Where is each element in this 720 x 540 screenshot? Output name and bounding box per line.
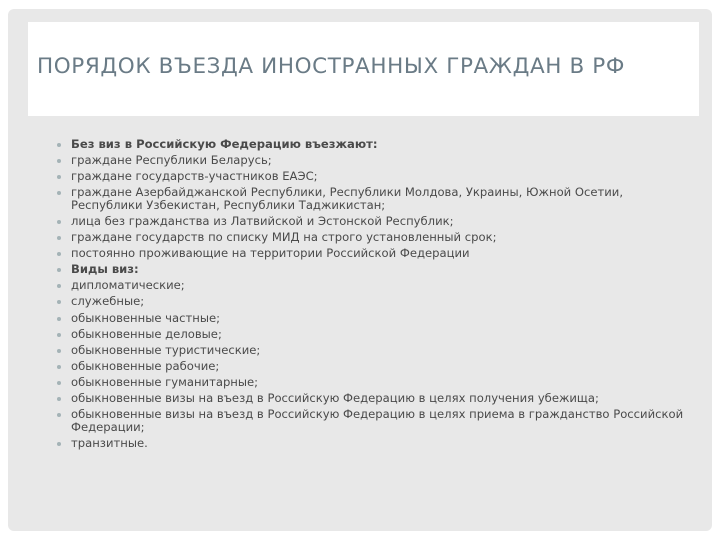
bullet-dot-icon <box>57 413 61 417</box>
list-item-text: лица без гражданства из Латвийской и Эстонской Республик; <box>71 213 454 228</box>
list-heading <box>56 138 696 151</box>
bullet-dot-icon <box>57 381 61 385</box>
list-item-text: обыкновенные рабочие; <box>71 358 220 373</box>
list-item <box>56 328 696 341</box>
bullet-dot-icon <box>57 236 61 240</box>
bullet-dot-icon <box>57 333 61 337</box>
bullet-dot-icon <box>57 252 61 256</box>
bullet-dot-icon <box>57 191 61 195</box>
slide-title: ПОРЯДОК ВЪЕЗДА ИНОСТРАННЫХ ГРАЖДАН В РФ <box>37 54 625 79</box>
list-item-text: граждане Азербайджанской Республики, Республики Молдова, Украины, Южной Осетии, Республики Узбекистан, Республики Таджикистан; <box>71 185 624 212</box>
bullet-dot-icon <box>57 143 61 147</box>
list-item <box>56 360 696 373</box>
list-item-text: служебные; <box>71 294 145 309</box>
list-item-text: постоянно проживающие на территории Российской Федерации <box>71 246 470 261</box>
slide-content <box>56 138 696 453</box>
list-item-text: граждане государств по списку МИД на строго установленный срок; <box>71 230 497 245</box>
slide <box>8 9 712 531</box>
bullet-dot-icon <box>57 442 61 446</box>
list-item-text: обыкновенные туристические; <box>71 342 261 357</box>
list-item <box>56 392 696 405</box>
list-item <box>56 279 696 292</box>
list-item-text: дипломатические; <box>71 278 185 293</box>
bullet-dot-icon <box>57 175 61 179</box>
list-item-text: граждане государств-участников ЕАЭС; <box>71 169 318 184</box>
list-item <box>56 344 696 357</box>
list-item-text: обыкновенные визы на въезд в Российскую Федерацию в целях приема в гражданство Российской Федерации; <box>71 407 684 434</box>
bullet-dot-icon <box>57 317 61 321</box>
list-heading <box>56 263 696 276</box>
bullet-dot-icon <box>57 365 61 369</box>
bullet-dot-icon <box>57 284 61 288</box>
bullet-list <box>56 138 696 449</box>
list-item <box>56 312 696 325</box>
list-item-text: граждане Республики Беларусь; <box>71 153 272 168</box>
list-item-text: обыкновенные деловые; <box>71 326 222 341</box>
bullet-dot-icon <box>57 397 61 401</box>
list-item-text: Виды виз: <box>71 262 139 277</box>
list-item <box>56 247 696 260</box>
list-item-text: обыкновенные частные; <box>71 310 221 325</box>
list-item <box>56 186 696 211</box>
bullet-dot-icon <box>57 300 61 304</box>
list-item <box>56 170 696 183</box>
list-item <box>56 408 696 433</box>
list-item <box>56 437 696 450</box>
list-item <box>56 295 696 308</box>
list-item <box>56 215 696 228</box>
bullet-dot-icon <box>57 349 61 353</box>
list-item <box>56 231 696 244</box>
list-item-text: обыкновенные визы на въезд в Российскую Федерацию в целях получения убежища; <box>71 391 599 405</box>
list-item <box>56 154 696 167</box>
bullet-dot-icon <box>57 220 61 224</box>
bullet-dot-icon <box>57 159 61 163</box>
list-item-text: транзитные. <box>71 435 148 450</box>
list-item-text: обыкновенные гуманитарные; <box>71 374 259 389</box>
bullet-dot-icon <box>57 268 61 272</box>
list-item <box>56 376 696 389</box>
list-item-text: Без виз в Российскую Федерацию въезжают: <box>71 137 378 151</box>
